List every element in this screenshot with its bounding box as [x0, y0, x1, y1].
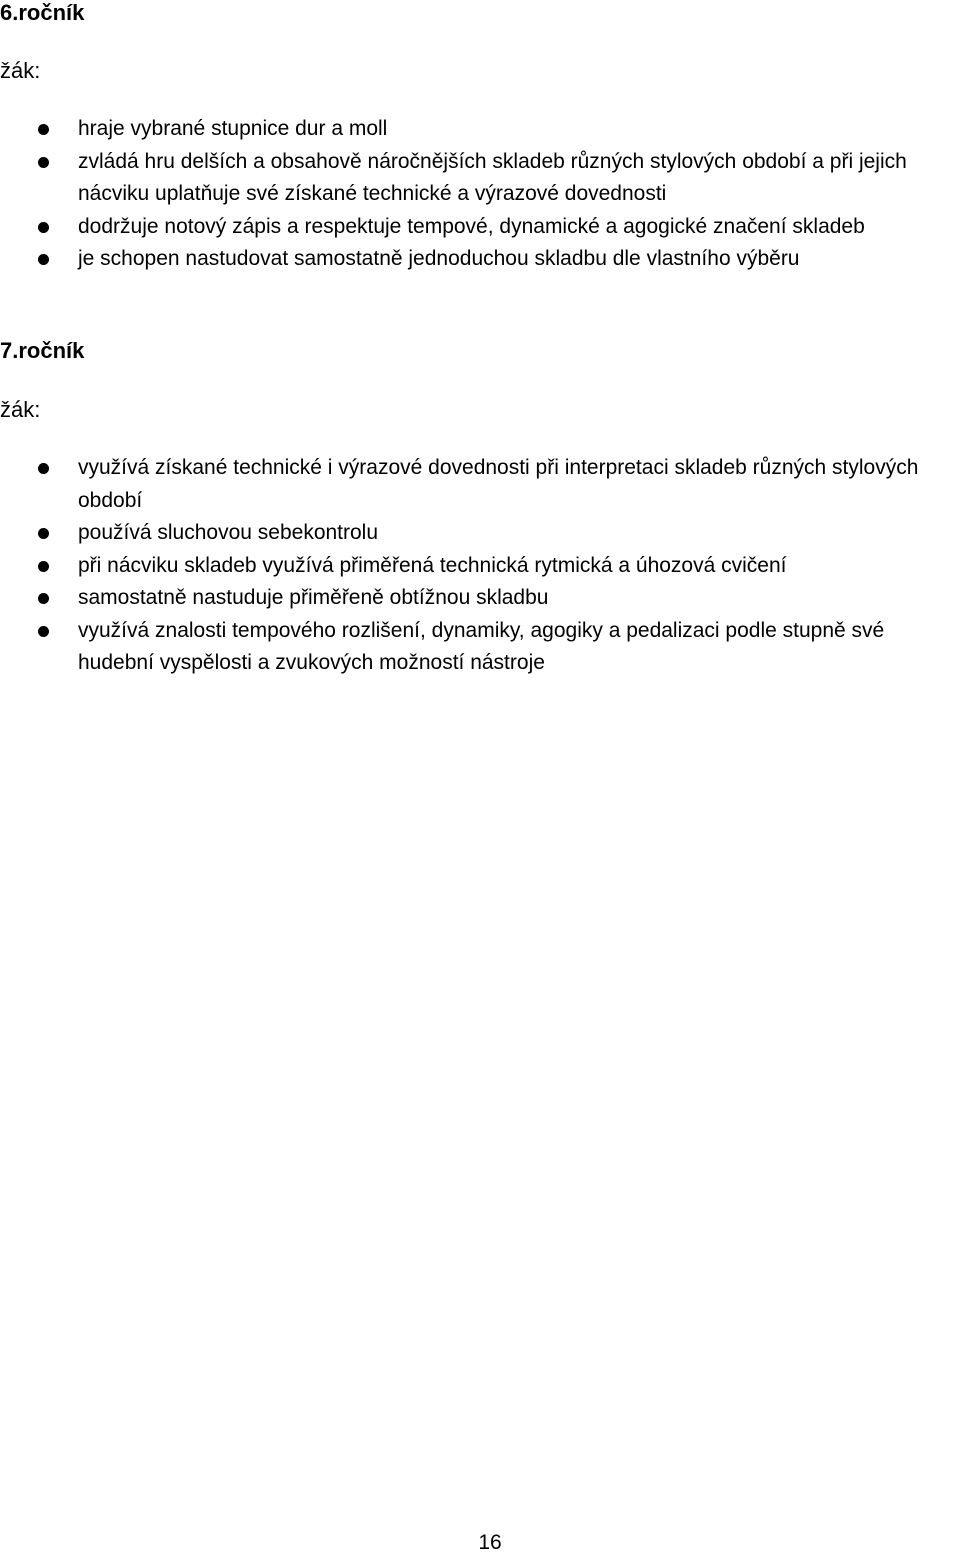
section-heading-6: 6.ročník — [0, 0, 85, 25]
section-heading-7: 7.ročník — [0, 338, 85, 363]
list-item-text: při nácviku skladeb využívá přiměřená technická rytmická a úhozová cvičení — [78, 553, 787, 577]
list-item — [0, 146, 960, 211]
list-item-text: je schopen nastudovat samostatně jednoduchou skladbu dle vlastního výběru — [78, 247, 800, 270]
section-subheading-6: žák: — [0, 58, 41, 83]
list-item-text: používá sluchovou sebekontrolu — [78, 521, 379, 544]
list-item — [0, 582, 960, 615]
bullet-icon — [38, 463, 49, 474]
list-item-text: dodržuje notový zápis a respektuje tempové, dynamické a agogické značení skladeb — [78, 214, 865, 238]
list-item-text: využívá znalosti tempového rozlišení, dynamiky, agogiky a pedalizaci podle stupně své hudební vyspělosti a zvukových možností nástroje — [78, 618, 885, 674]
list-item — [0, 113, 960, 146]
list-item — [0, 615, 960, 680]
bullet-icon — [38, 222, 49, 233]
list-item — [0, 211, 960, 244]
list-item-text: hraje vybrané stupnice dur a moll — [78, 117, 388, 140]
bullet-icon — [38, 157, 49, 168]
list-item — [0, 243, 960, 276]
bullet-icon — [38, 626, 49, 637]
bullet-icon — [38, 528, 49, 539]
bullet-icon — [38, 561, 49, 572]
list-item — [0, 517, 960, 550]
list-item — [0, 452, 960, 517]
bullet-icon — [38, 593, 49, 604]
page-number: 16 — [478, 1531, 502, 1554]
bullet-list-6 — [0, 113, 960, 276]
section-subheading-7: žák: — [0, 397, 41, 422]
list-item-text: zvládá hru delších a obsahově náročnějších skladeb různých stylových období a při jejich nácviku uplatňuje své získané technické a výrazové dovednosti — [78, 149, 907, 205]
list-item — [0, 550, 960, 583]
bullet-list-7 — [0, 452, 960, 680]
bullet-icon — [38, 254, 49, 265]
bullet-icon — [38, 124, 49, 135]
list-item-text: využívá získané technické i výrazové dovednosti při interpretaci skladeb různých stylových období — [78, 456, 919, 512]
list-item-text: samostatně nastuduje přiměřeně obtížnou skladbu — [78, 586, 549, 609]
